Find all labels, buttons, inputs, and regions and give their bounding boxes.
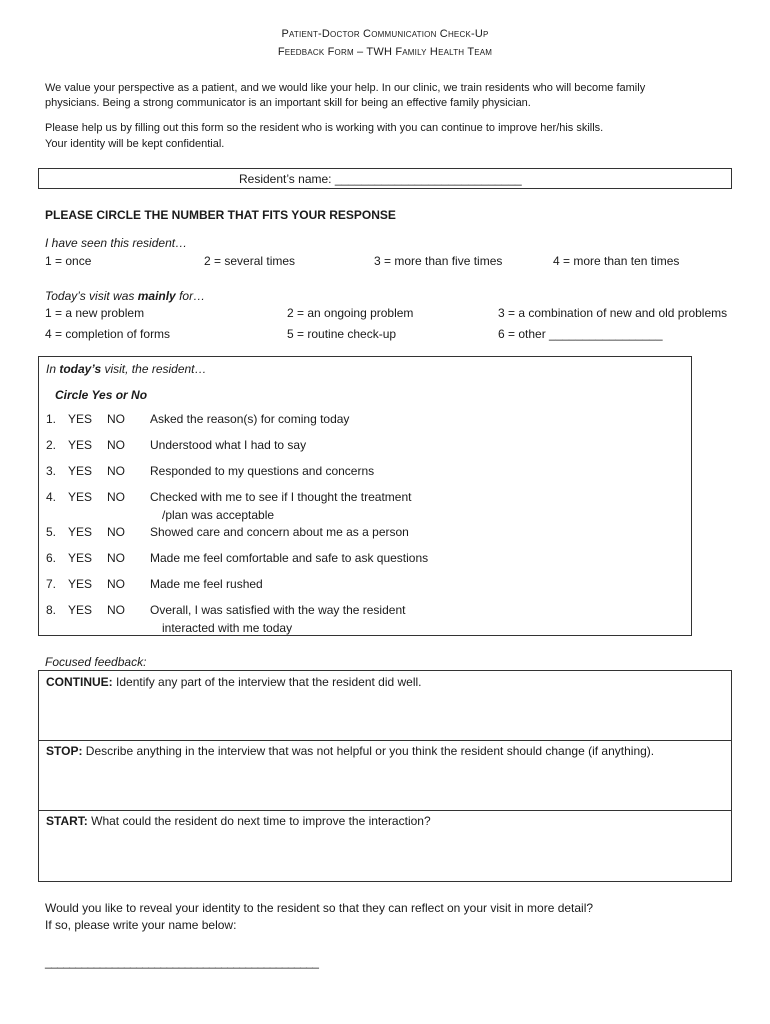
yes-option[interactable]: YES — [68, 525, 93, 539]
reveal-line1: Would you like to reveal your identity to the resident so that they can reflect on your visit in more detail? — [45, 901, 594, 915]
start-field[interactable]: START: What could the resident do next time to improve the interaction? — [46, 814, 431, 828]
reveal-name-blank[interactable]: _____________________________________________ — [45, 955, 319, 969]
form-title-line1: Patient-Doctor Communication Check-Up — [281, 28, 489, 40]
visit-option-4[interactable]: 4 = completion of forms — [45, 327, 171, 341]
stop-field[interactable]: STOP: Describe anything in the interview that was not helpful or you think the resident should change (if anything). — [46, 744, 655, 758]
resident-name-box[interactable] — [38, 168, 732, 189]
yes-option[interactable]: YES — [68, 490, 93, 504]
question-text-cont: interacted with me today — [162, 621, 293, 635]
seen-option-1[interactable]: 1 = once — [45, 254, 92, 268]
feedback-box — [38, 670, 732, 882]
question-number: 4. — [46, 490, 57, 504]
question-text: Made me feel rushed — [150, 577, 263, 591]
visit-option-5[interactable]: 5 = routine check-up — [287, 327, 397, 341]
resident-name-label: Resident’s name: ____________________________ — [239, 172, 522, 186]
no-option[interactable]: NO — [107, 490, 125, 504]
question-text: Asked the reason(s) for coming today — [150, 412, 350, 426]
feedback-divider-1 — [39, 740, 731, 741]
question-number: 3. — [46, 464, 57, 478]
intro-line1: We value your perspective as a patient, and we would like your help. In our clinic, we train residents who will become family — [45, 82, 646, 94]
question-number: 7. — [46, 577, 57, 591]
question-number: 1. — [46, 412, 57, 426]
visit-option-2[interactable]: 2 = an ongoing problem — [287, 306, 414, 320]
focused-feedback-label: Focused feedback: — [45, 655, 147, 669]
visit-option-6[interactable]: 6 = other _________________ — [498, 327, 663, 341]
no-option[interactable]: NO — [107, 438, 125, 452]
no-option[interactable]: NO — [107, 551, 125, 565]
question-text-cont: /plan was acceptable — [162, 508, 275, 522]
yes-option[interactable]: YES — [68, 551, 93, 565]
yes-option[interactable]: YES — [68, 438, 93, 452]
intro-line3: Please help us by filling out this form so the resident who is working with you can continue to improve her/his skills. — [45, 122, 604, 134]
question-text: Overall, I was satisfied with the way the resident — [150, 603, 406, 617]
visit-prompt: Today’s visit was mainly for… — [45, 289, 206, 303]
visit-option-3[interactable]: 3 = a combination of new and old problems — [498, 306, 728, 320]
seen-option-2[interactable]: 2 = several times — [204, 254, 296, 268]
yes-option[interactable]: YES — [68, 577, 93, 591]
circle-yes-no-label: Circle Yes or No — [55, 388, 148, 402]
no-option[interactable]: NO — [107, 525, 125, 539]
intro-line2: physicians. Being a strong communicator is an important skill for being an effective family physician. — [45, 97, 531, 109]
question-text: Understood what I had to say — [150, 438, 307, 452]
question-text: Responded to my questions and concerns — [150, 464, 375, 478]
yes-option[interactable]: YES — [68, 603, 93, 617]
seen-prompt: I have seen this resident… — [45, 236, 188, 250]
form-title-line2: Feedback Form – TWH Family Health Team — [277, 46, 493, 58]
visit-option-1[interactable]: 1 = a new problem — [45, 306, 145, 320]
today-prompt: In today’s visit, the resident… — [46, 362, 207, 376]
circle-instruction: PLEASE CIRCLE THE NUMBER THAT FITS YOUR RESPONSE — [45, 208, 396, 222]
seen-option-3[interactable]: 3 = more than five times — [374, 254, 503, 268]
seen-option-4[interactable]: 4 = more than ten times — [553, 254, 680, 268]
no-option[interactable]: NO — [107, 603, 125, 617]
question-number: 5. — [46, 525, 57, 539]
question-number: 2. — [46, 438, 57, 452]
question-number: 8. — [46, 603, 57, 617]
yes-option[interactable]: YES — [68, 412, 93, 426]
no-option[interactable]: NO — [107, 464, 125, 478]
today-visit-box — [38, 356, 692, 636]
feedback-divider-2 — [39, 810, 731, 811]
question-text: Checked with me to see if I thought the treatment — [150, 490, 412, 504]
intro-line4: Your identity will be kept confidential. — [45, 138, 225, 150]
no-option[interactable]: NO — [107, 577, 125, 591]
no-option[interactable]: NO — [107, 412, 125, 426]
question-number: 6. — [46, 551, 57, 565]
question-text: Made me feel comfortable and safe to ask questions — [150, 551, 429, 565]
continue-field[interactable]: CONTINUE: Identify any part of the interview that the resident did well. — [46, 675, 422, 689]
question-text: Showed care and concern about me as a person — [150, 525, 409, 539]
reveal-line2: If so, please write your name below: — [45, 918, 237, 932]
yes-option[interactable]: YES — [68, 464, 93, 478]
